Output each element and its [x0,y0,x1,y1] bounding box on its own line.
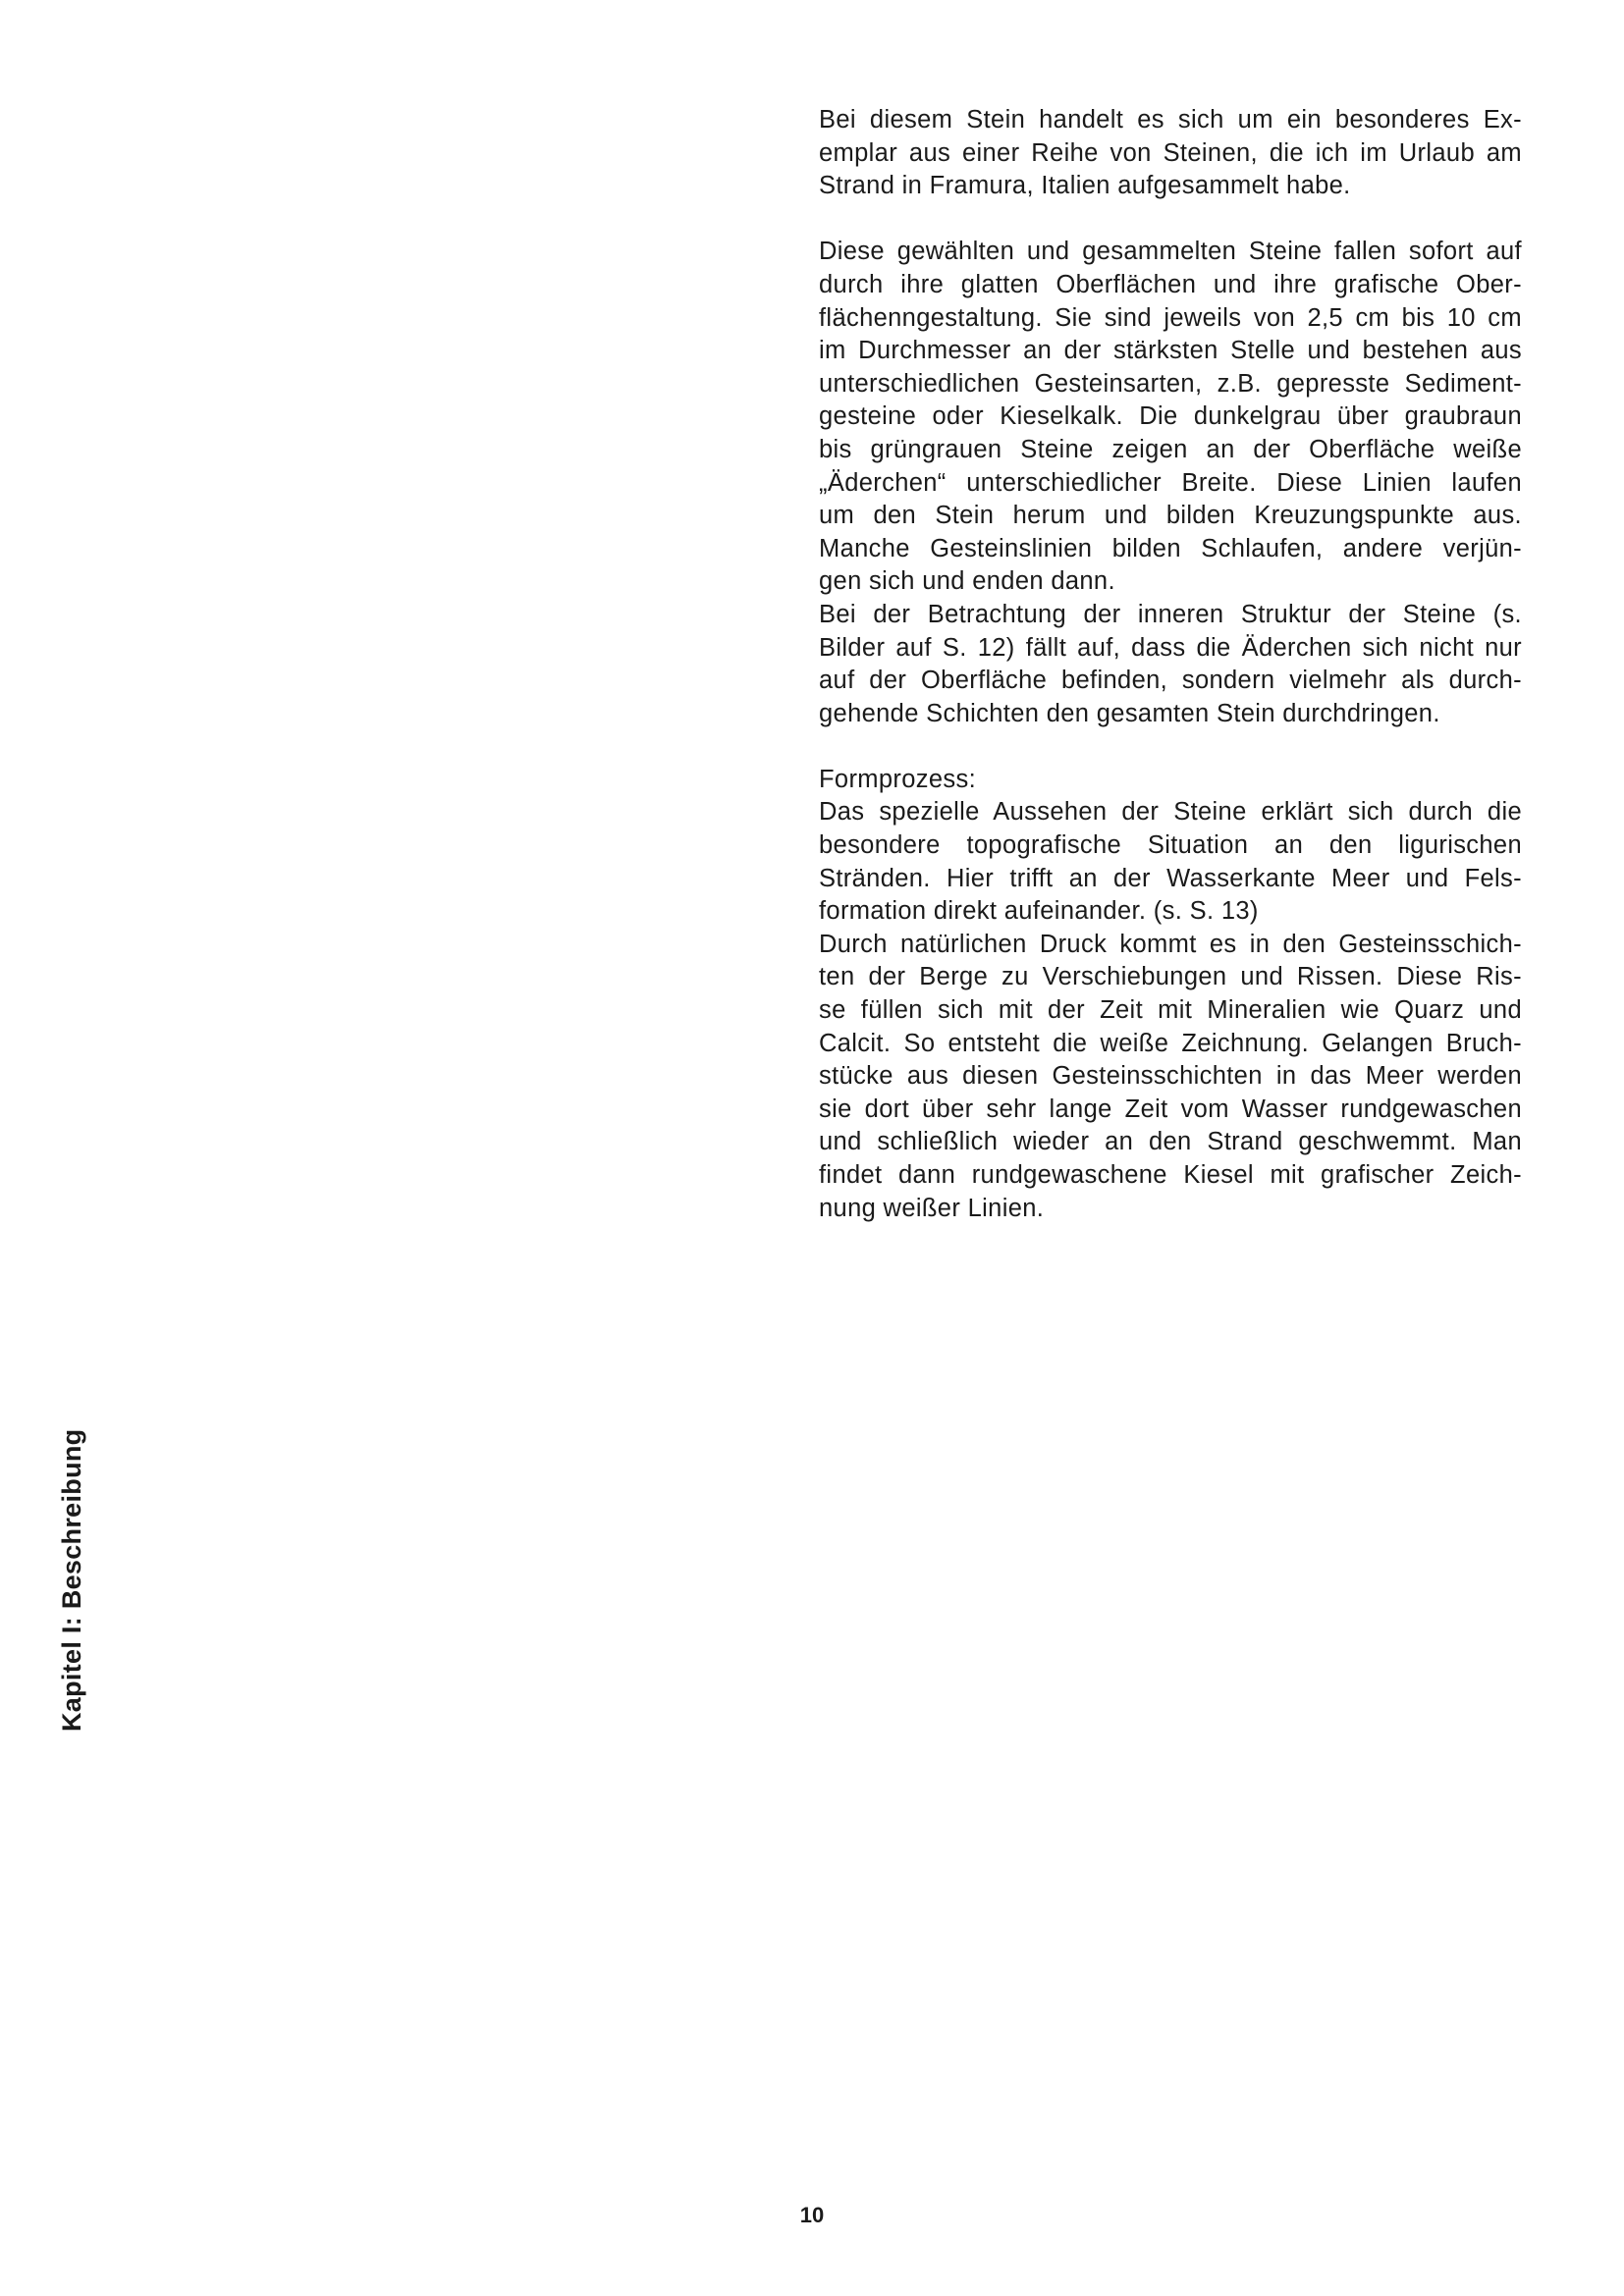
text-line: findet dann rundgewaschene Kiesel mit grafischer Zeich- [819,1161,1522,1189]
text-line: gehende Schichten den gesamten Stein durchdringen. [819,699,1440,727]
text-line: Durch natürlichen Druck kommt es in den Gesteinsschich- [819,930,1522,958]
text-line: unterschiedlichen Gesteinsarten, z.B. gepresste Sediment- [819,369,1522,398]
text-line: se füllen sich mit der Zeit mit Mineralien wie Quarz und [819,996,1522,1025]
chapter-label: Kapitel I: Beschreibung [57,1428,86,1732]
section-heading: Formprozess: [819,765,977,793]
text-line: Bei diesem Stein handelt es sich um ein besonderes Ex- [819,106,1522,133]
text-line: Calcit. So entsteht die weiße Zeichnung. Gelangen Bruch- [819,1029,1522,1057]
text-line: formation direkt aufeinander. (s. S. 13) [819,897,1259,926]
text-line: Das spezielle Aussehen der Steine erklärt sich durch die [819,798,1522,827]
text-line: „Äderchen“ unterschiedlicher Breite. Diese Linien laufen [819,468,1522,497]
text-line: sie dort über sehr lange Zeit vom Wasser rundgewaschen [819,1095,1522,1123]
body-text [819,104,1522,1225]
text-line: bis grüngrauen Steine zeigen an der Oberfläche weiße [819,435,1522,463]
text-line: Bei der Betrachtung der inneren Struktur der Steine (s. [819,600,1522,628]
text-line: stücke aus diesen Gesteinsschichten in das Meer werden [819,1062,1522,1091]
text-line: gesteine oder Kieselkalk. Die dunkelgrau über graubraun [819,402,1522,431]
text-line: nung weißer Linien. [819,1194,1045,1222]
text-line: Diese gewählten und gesammelten Steine fallen sofort auf [819,238,1522,266]
text-line: besondere topografische Situation an den ligurischen [819,831,1522,860]
text-line: und schließlich wieder an den Strand geschwemmt. Man [819,1128,1522,1156]
text-line: flächenngestaltung. Sie sind jeweils von 2,5 cm bis 10 cm [819,303,1522,332]
text-line: um den Stein herum und bilden Kreuzungspunkte aus. [819,502,1522,530]
text-line: ten der Berge zu Verschiebungen und Rissen. Diese Ris- [819,963,1522,991]
text-line: gen sich und enden dann. [819,567,1115,596]
text-line: durch ihre glatten Oberflächen und ihre grafische Ober- [819,270,1522,298]
text-line: im Durchmesser an der stärksten Stelle und bestehen aus [819,337,1522,365]
text-line: emplar aus einer Reihe von Steinen, die ich im Urlaub am [819,138,1522,167]
paragraph-gap [819,730,1522,764]
text-line: Bilder auf S. 12) fällt auf, dass die Äderchen sich nicht nur [819,633,1522,662]
paragraph-gap [819,203,1522,237]
text-line: Stränden. Hier trifft an der Wasserkante Meer und Fels- [819,864,1522,892]
text-line: auf der Oberfläche befinden, sondern vielmehr als durch- [819,667,1522,695]
text-line: Manche Gesteinslinien bilden Schlaufen, andere verjün- [819,534,1522,562]
text-line: Strand in Framura, Italien aufgesammelt habe. [819,172,1351,200]
page-number: 10 [799,2203,825,2227]
